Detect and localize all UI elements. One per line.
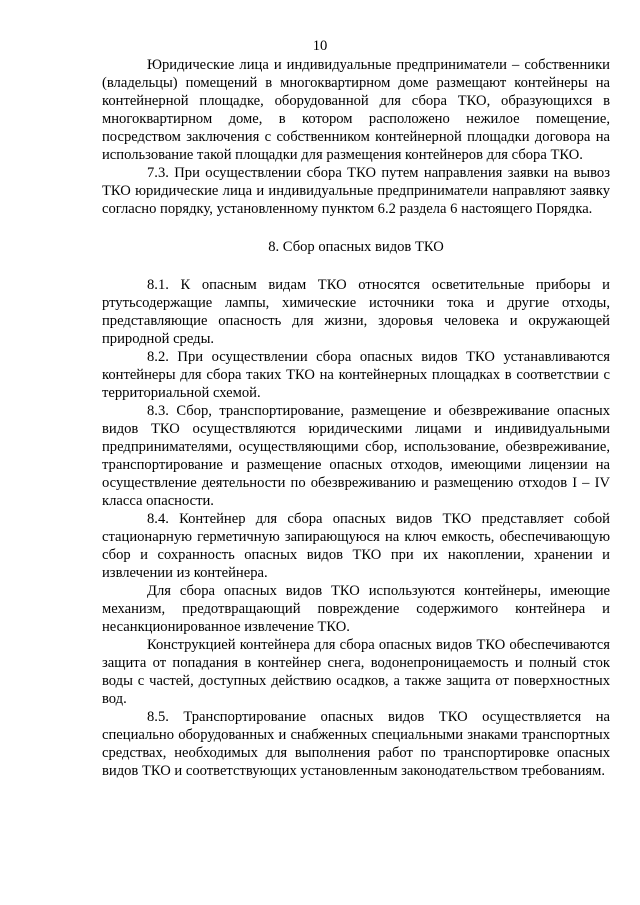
paragraph-7-3: 7.3. При осуществлении сбора ТКО путем направления заявки на вывоз ТКО юридические лица и индивидуальные предприниматели направляют заявку согласно порядку, установленному пунктом 6.2 раздела 6 настоящего Порядка. [102, 165, 610, 217]
page-number: 10 [312, 38, 328, 54]
paragraph-container-mechanism: Для сбора опасных видов ТКО используются контейнеры, имеющие механизм, предотвращающий повреждение содержимого контейнера и несанкционированное извлечение ТКО. [102, 583, 610, 635]
paragraph-8-4: 8.4. Контейнер для сбора опасных видов ТКО представляет собой стационарную герметичную запирающуюся на ключ емкость, обеспечивающую сбор и сохранность опасных видов ТКО при их накоплении, хранении и извлечении из контейнера. [102, 511, 610, 581]
paragraph-8-5: 8.5. Транспортирование опасных видов ТКО осуществляется на специально оборудованных и снабженных специальными знаками транспортных средствах, необходимых для выполнения работ по транспортировке опасных видов ТКО и соответствующих установленным законодательством требованиям. [102, 709, 610, 779]
section-heading: 8. Сбор опасных видов ТКО [268, 239, 444, 255]
spacer [102, 256, 610, 276]
spacer [102, 218, 610, 238]
body-text [102, 56, 610, 780]
paragraph-8-1: 8.1. К опасным видам ТКО относятся осветительные приборы и ртутьсодержащие лампы, химические источники тока и другие отходы, представляющие опасность для жизни, здоровья человека и окружающей природной среды. [102, 277, 610, 347]
paragraph-owners-containers: Юридические лица и индивидуальные предприниматели – собственники (владельцы) помещений в многоквартирном доме размещают контейнеры на контейнерной площадке, оборудованной для сбора ТКО, образующихся в многоквартирном доме, в котором расположено нежилое помещение, посредством заключения с собственником контейнерной площадки договора на использование такой площадки для размещения контейнеров для сбора ТКО. [102, 57, 610, 163]
paragraph-container-construction: Конструкцией контейнера для сбора опасных видов ТКО обеспечиваются защита от попадания в контейнер снега, водонепроницаемость и полный сток воды с частей, доступных действию осадков, а также защита от поверхностных вод. [102, 637, 610, 707]
paragraph-8-3: 8.3. Сбор, транспортирование, размещение и обезвреживание опасных видов ТКО осуществляются юридическими лицами и индивидуальными предпринимателями, осуществляющими сбор, использование, обезвреживание, транспортирование и размещение опасных отходов, имеющими лицензии на осуществление деятельности по обезвреживанию и размещению отходов I – IV класса опасности. [102, 403, 610, 509]
paragraph-8-2: 8.2. При осуществлении сбора опасных видов ТКО устанавливаются контейнеры для сбора таких ТКО на контейнерных площадках в соответствии с территориальной схемой. [102, 349, 610, 401]
